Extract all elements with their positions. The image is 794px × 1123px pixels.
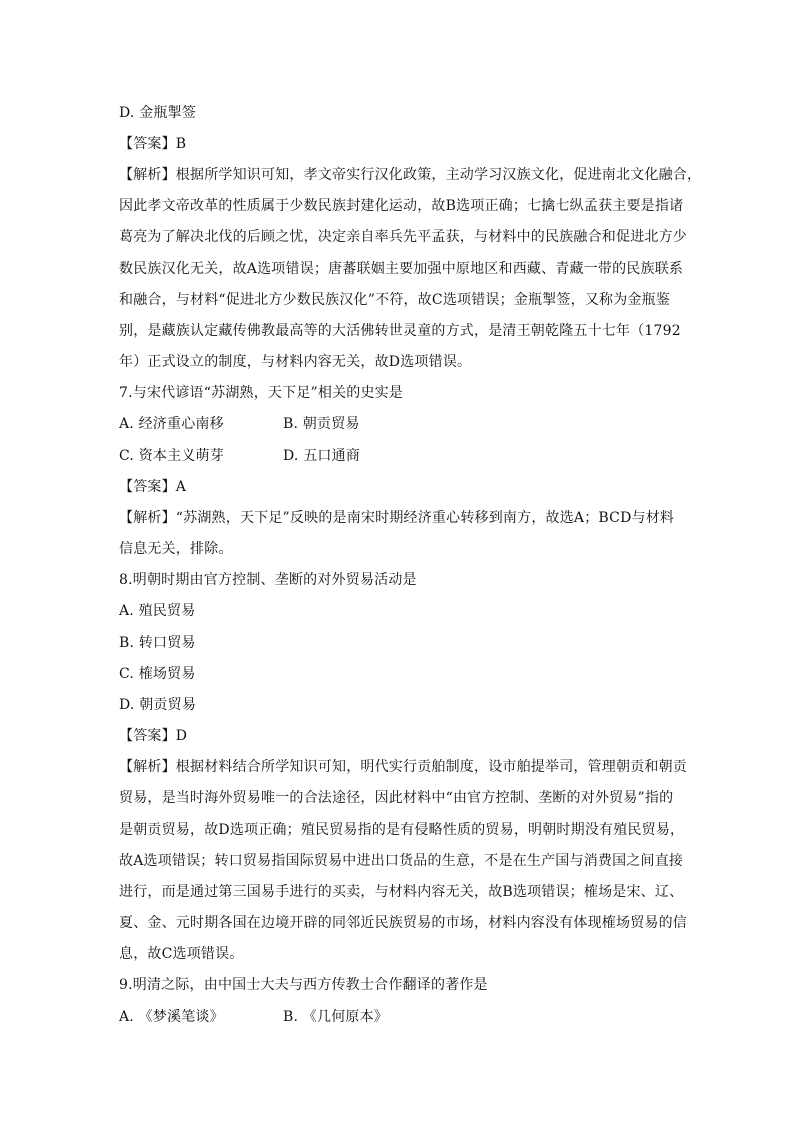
option-a: A. 殖民贸易	[119, 603, 196, 619]
option-d: D. 朝贡贸易	[119, 697, 197, 713]
analysis-line: 贸易，是当时海外贸易唯一的合法途径，因此材料中“由官方控制、垄断的对外贸易”指的	[119, 790, 674, 806]
option-b: B. 转口贸易	[119, 635, 196, 651]
analysis-line: 葛亮为了解决北伐的后顾之忧，决定亲自率兵先平孟获，与材料中的民族融合和促进北方少	[119, 229, 687, 245]
answer-label: 【答案】B	[119, 136, 187, 152]
option-d: D. 五口通商	[283, 448, 361, 464]
analysis-line: 是朝贡贸易，故D选项正确；殖民贸易指的是有侵略性质的贸易，明朝时期没有殖民贸易，	[119, 822, 685, 838]
analysis-line: 和融合，与材料“促进北方少数民族汉化”不符，故C选项错误；金瓶掣签，又称为金瓶鉴	[119, 292, 671, 308]
analysis-line: 【解析】根据所学知识可知，孝文帝实行汉化政策，主动学习汉族文化，促进南北文化融合，	[119, 167, 702, 183]
analysis-line: 【解析】根据材料结合所学知识可知，明代实行贡舶制度，设市舶提举司，管理朝贡和朝贡	[119, 759, 687, 775]
analysis-line: 息，故C选项错误。	[119, 946, 244, 962]
option-a: A. 《梦溪笔谈》	[119, 1009, 224, 1025]
analysis-line: 因此孝文帝改革的性质属于少数民族封建化运动，故B选项正确；七擒七纵孟获主要是指诸	[119, 198, 684, 214]
analysis-line: 【解析】“苏湖熟，天下足”反映的是南宋时期经济重心转移到南方，故选A；BCD与材料	[119, 510, 675, 526]
option-b: B. 朝贡贸易	[283, 416, 360, 432]
option-d: D. 金瓶掣签	[119, 105, 197, 121]
question-9: 9.明清之际，由中国士大夫与西方传教士合作翻译的著作是	[119, 977, 488, 993]
option-c: C. 榷场贸易	[119, 666, 196, 682]
option-b: B. 《几何原本》	[283, 1009, 388, 1025]
answer-label: 【答案】A	[119, 479, 187, 495]
analysis-line: 信息无关，排除。	[119, 541, 233, 557]
analysis-line: 故A选项错误；转口贸易指国际贸易中进出口货品的生意，不是在生产国与消费国之间直接	[119, 853, 684, 869]
analysis-line: 年）正式设立的制度，与材料内容无关，故D选项错误。	[119, 354, 472, 370]
option-a: A. 经济重心南移	[119, 416, 224, 432]
analysis-line: 别，是藏族认定藏传佛教最高等的大活佛转世灵童的方式，是清王朝乾隆五十七年（1792	[119, 323, 681, 339]
question-7: 7.与宋代谚语“苏湖熟，天下足”相关的史实是	[119, 385, 404, 401]
answer-label: 【答案】D	[119, 728, 188, 744]
analysis-line: 进行，而是通过第三国易手进行的买卖，与材料内容无关，故B选项错误；榷场是宋、辽、	[119, 884, 684, 900]
analysis-line: 数民族汉化无关，故A选项错误；唐蕃联姻主要加强中原地区和西藏、青藏一带的民族联系	[119, 261, 684, 277]
question-8: 8.明朝时期由官方控制、垄断的对外贸易活动是	[119, 572, 417, 588]
option-c: C. 资本主义萌芽	[119, 448, 224, 464]
analysis-line: 夏、金、元时期各国在边境开辟的同邻近民族贸易的市场，材料内容没有体现榷场贸易的信	[119, 915, 687, 931]
